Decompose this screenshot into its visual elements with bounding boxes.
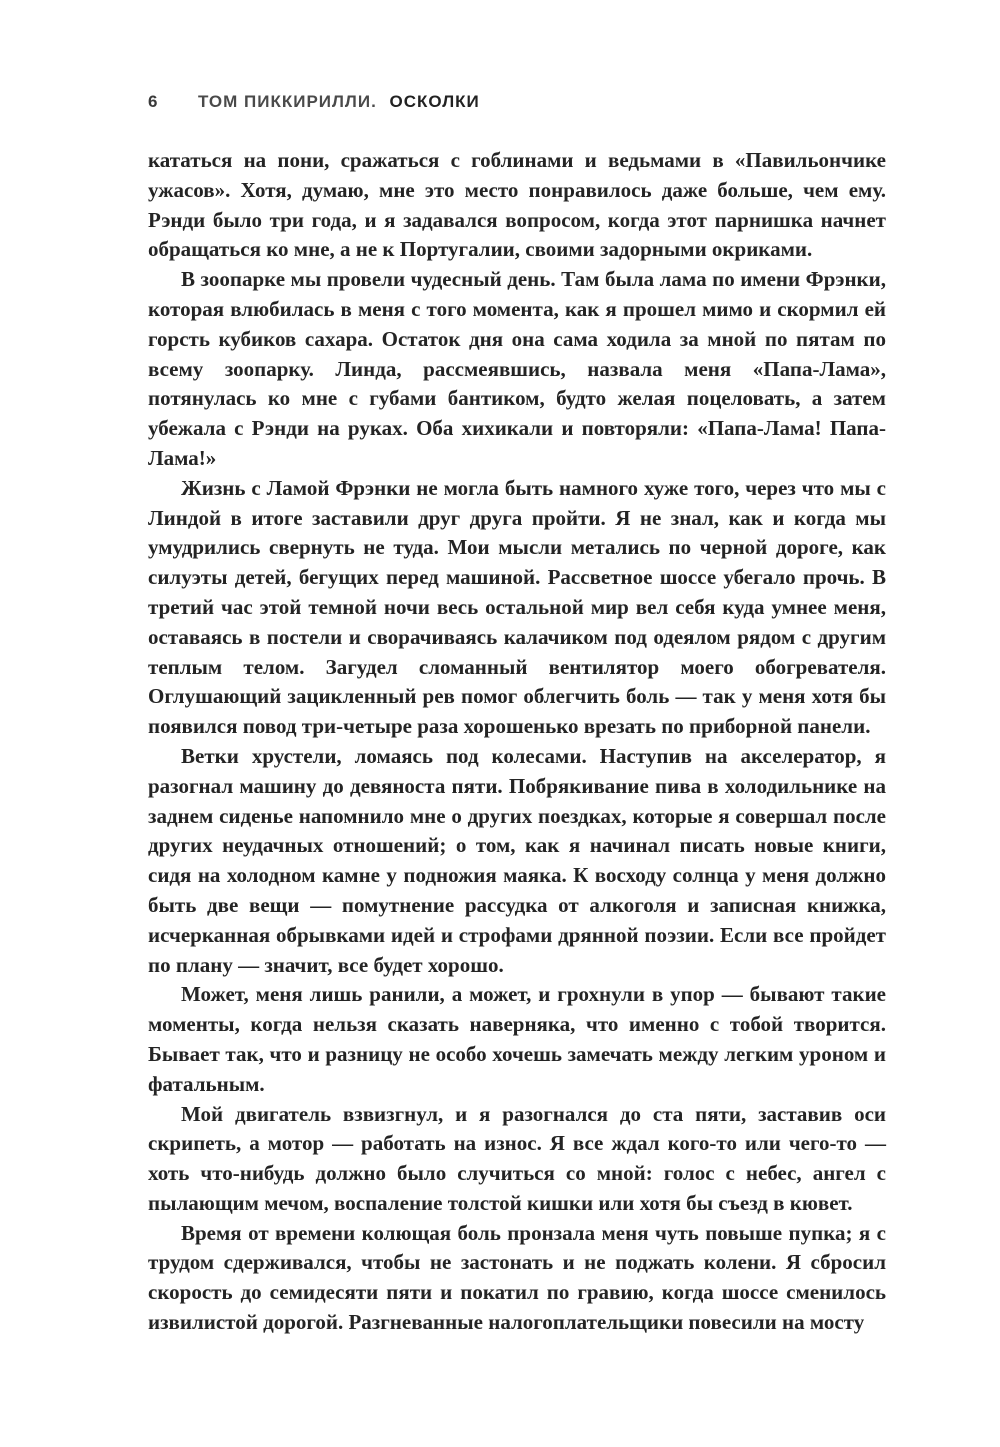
paragraph: Может, меня лишь ранили, а может, и грохнули в упор — бывают такие моменты, когда нельзя сказать наверняка, что именно с тобой творится. Бывает так, что и разницу не особо хочешь замечать между легким уроном и фатальным. <box>148 982 886 1096</box>
running-title-book: ОСКОЛКИ <box>389 92 480 111</box>
paragraph: кататься на пони, сражаться с гоблинами и ведьмами в «Павильончике ужасов». Хотя, думаю, мне это место понравилось даже больше, чем ему. Рэнди было три года, и я задавался вопросом, когда этот парнишка начнет обращаться ко мне, а не к Португалии, своими задорными окриками. <box>148 148 886 262</box>
running-title-author: ТОМ ПИККИРИЛЛИ. <box>197 92 377 111</box>
running-head <box>148 92 886 112</box>
page-number: 6 <box>148 92 158 111</box>
paragraph: Ветки хрустели, ломаясь под колесами. Наступив на акселератор, я разогнал машину до девяноста пяти. Побрякивание пива в холодильнике на заднем сиденье напомнило мне о других поездках, которые я совершал после других неудачных отношений; о том, как я начинал писать новые книги, сидя на холодном камне у подножия маяка. К восходу солнца у меня должно быть две вещи — помутнение рассудка от алкоголя и записная книжка, исчерканная обрывками идей и строфами дрянной поэзии. Если все пройдет по плану — значит, все будет хорошо. <box>148 743 886 977</box>
paragraph: Жизнь с Ламой Фрэнки не могла быть намного хуже того, через что мы с Линдой в итоге заставили друг друга пройти. Я не знал, как и когда мы умудрились свернуть не туда. Мои мысли метались по черной дороге, как силуэты детей, бегущих перед машиной. Рассветное шоссе убегало прочь. В третий час этой темной ночи весь остальной мир вел себя куда умнее меня, оставаясь в постели и сворачиваясь калачиком под одеялом рядом с другим теплым телом. Загудел сломанный вентилятор моего обогревателя. Оглушающий зацикленный рев помог облегчить боль — так у меня хотя бы появился повод три-четыре раза хорошенько врезать по приборной панели. <box>148 475 886 739</box>
paragraph: В зоопарке мы провели чудесный день. Там была лама по имени Фрэнки, которая влюбилась в меня с того момента, как я прошел мимо и скормил ей горсть кубиков сахара. Остаток дня она сама ходила за мной по пятам по всему зоопарку. Линда, рассмеявшись, назвала меня «Папа-Лама», потянулась ко мне с губами бантиком, будто желая поцеловать, а затем убежала с Рэнди на руках. Оба хихикали и повторяли: «Папа-Лама! Папа-Лама!» <box>148 267 886 470</box>
paragraph: Мой двигатель взвизгнул, и я разогнался до ста пяти, заставив оси скрипеть, а мотор — работать на износ. Я все ждал кого-то или чего-то — хоть что-нибудь должно было случиться со мной: голос с небес, ангел с пылающим мечом, воспаление толстой кишки или хотя бы съезд в кювет. <box>148 1101 886 1215</box>
body-text <box>148 146 886 1338</box>
paragraph: Время от времени колющая боль пронзала меня чуть повыше пупка; я с трудом сдерживался, чтобы не застонать и не поджать колени. Я сбросил скорость до семидесяти пяти и покатил по гравию, когда шоссе сменилось извилистой дорогой. Разгневанные налогоплательщики повесили на мосту <box>148 1220 886 1335</box>
running-title <box>198 92 480 112</box>
